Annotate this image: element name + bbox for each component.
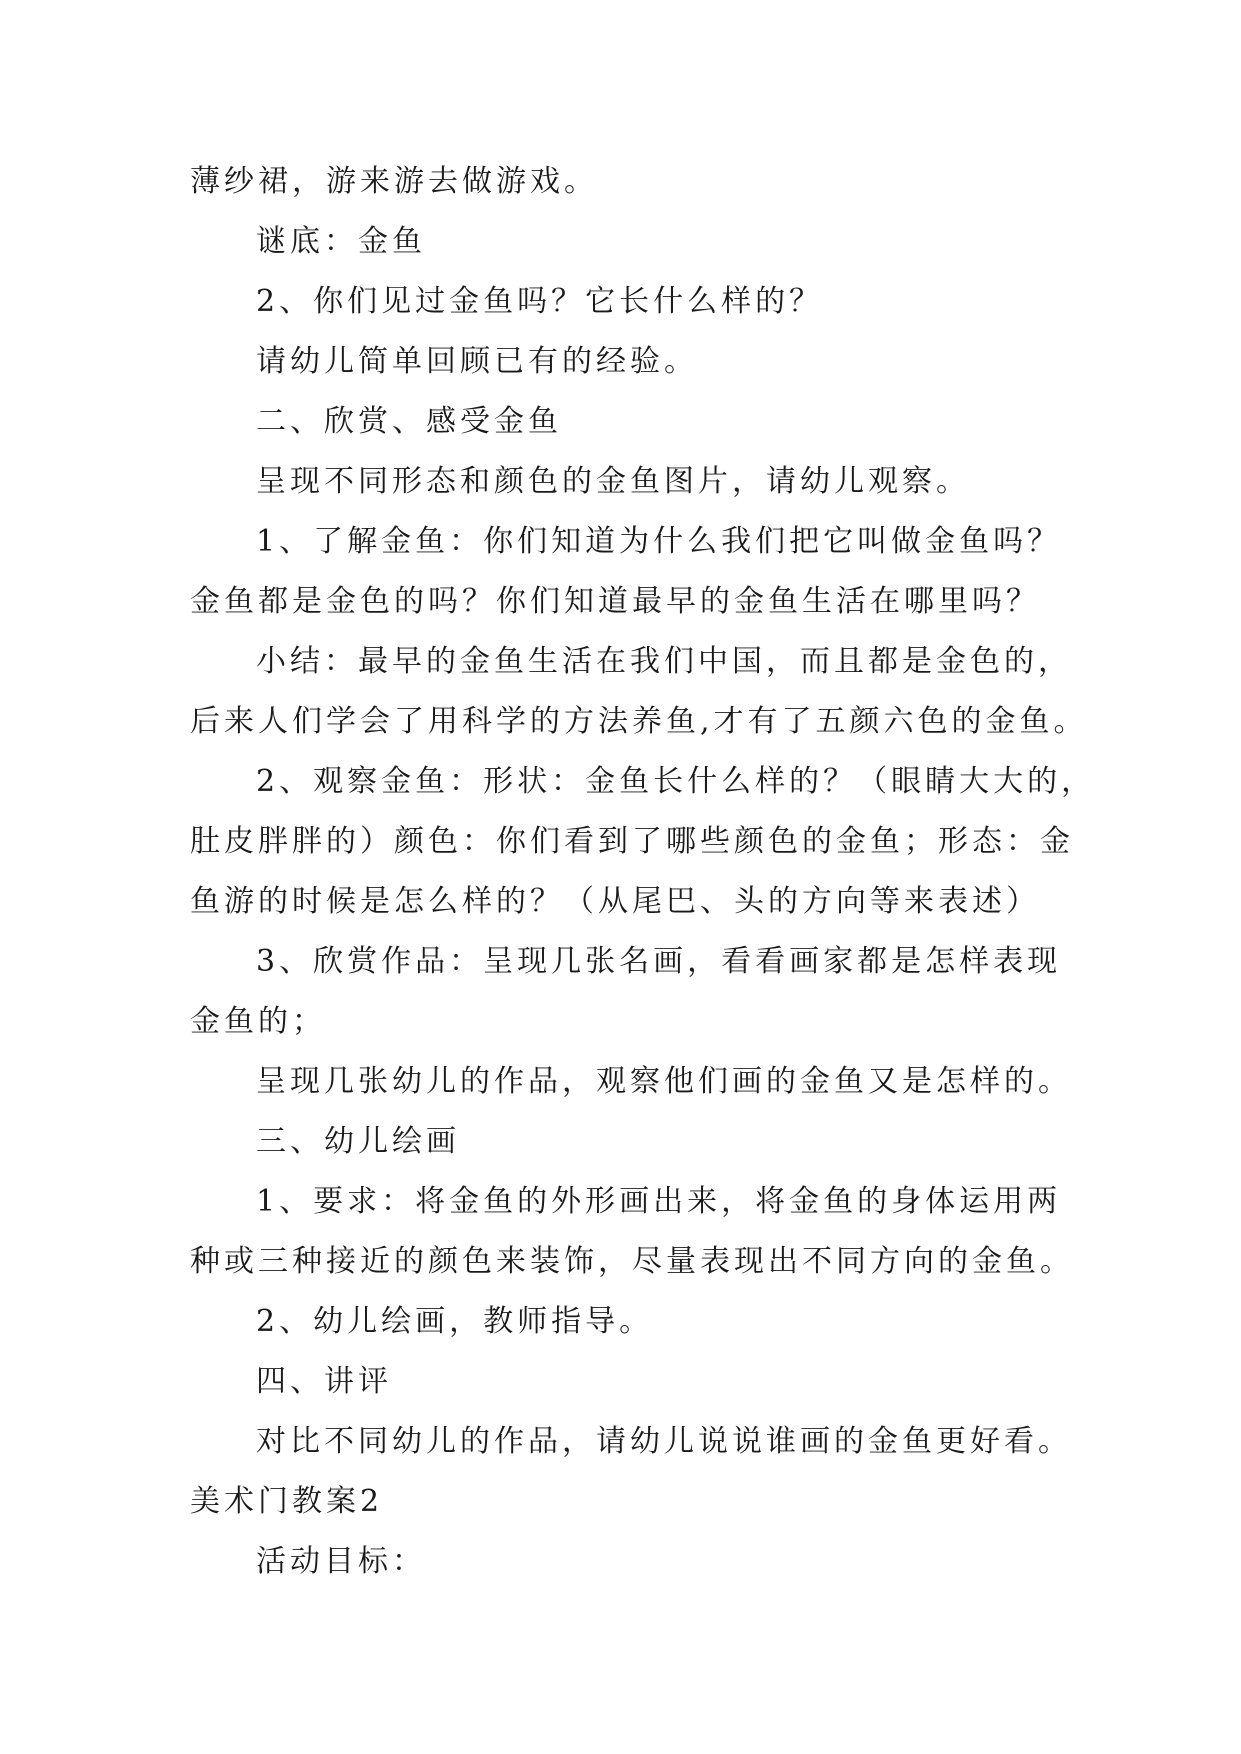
text-line: 薄纱裙，游来游去做游戏。 [190, 164, 598, 199]
text-line: 鱼游的时候是怎么样的？（从尾巴、头的方向等来表述） [190, 884, 1040, 919]
section-heading: 活动目标： [256, 1544, 426, 1579]
text-line: 后来人们学会了用科学的方法养鱼,才有了五颜六色的金鱼。 [190, 704, 1088, 739]
text-line: 呈现几张幼儿的作品，观察他们画的金鱼又是怎样的。 [256, 1064, 1072, 1099]
text-line: 2、你们见过金鱼吗？它长什么样的？ [256, 284, 824, 319]
text-line: 金鱼的； [190, 1004, 326, 1039]
text-line: 种或三种接近的颜色来装饰，尽量表现出不同方向的金鱼。 [190, 1244, 1074, 1279]
text-line: 2、观察金鱼：形状：金鱼长什么样的？（眼睛大大的， [256, 764, 1096, 799]
section-heading: 三、幼儿绘画 [256, 1124, 460, 1159]
text-line: 呈现不同形态和颜色的金鱼图片，请幼儿观察。 [256, 464, 970, 499]
text-line: 对比不同幼儿的作品，请幼儿说说谁画的金鱼更好看。 [256, 1424, 1072, 1459]
text-line: 2、幼儿绘画，教师指导。 [256, 1304, 654, 1339]
lesson-title: 美术门教案2 [190, 1484, 384, 1519]
text-line: 请幼儿简单回顾已有的经验。 [256, 344, 698, 379]
text-line: 金鱼都是金色的吗？你们知道最早的金鱼生活在哪里吗？ [190, 584, 1040, 619]
text-line: 3、欣赏作品：呈现几张名画，看看画家都是怎样表现 [256, 944, 1062, 979]
section-heading: 二、欣赏、感受金鱼 [256, 404, 562, 439]
section-heading: 四、讲评 [256, 1364, 392, 1399]
text-line: 1、要求：将金鱼的外形画出来，将金鱼的身体运用两 [256, 1184, 1062, 1219]
riddle-answer: 谜底：金鱼 [256, 224, 426, 259]
text-line: 小结：最早的金鱼生活在我们中国，而且都是金色的， [256, 644, 1072, 679]
text-line: 肚皮胖胖的）颜色：你们看到了哪些颜色的金鱼；形态：金 [190, 824, 1074, 859]
text-line: 1、了解金鱼：你们知道为什么我们把它叫做金鱼吗？ [256, 524, 1062, 559]
